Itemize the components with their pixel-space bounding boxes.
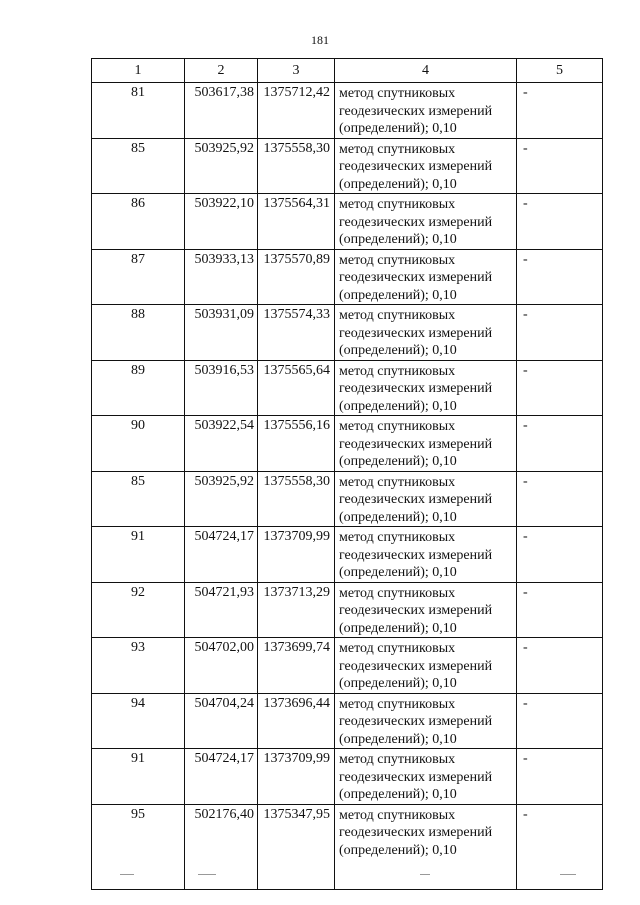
point-number-cell: 94 [92,693,185,749]
table-row [92,471,603,527]
table-header-row [92,59,603,83]
method-line: (определений); 0,10 [339,232,457,247]
header-col-1: 1 [92,59,185,83]
method-line: геодезических измерений [339,325,493,341]
method-line: метод спутниковых [339,308,456,323]
method-line: геодезических измерений [339,603,493,618]
method-line: (определений); 0,10 [339,676,457,691]
note-cell: - [517,471,603,527]
method-cell [335,527,517,583]
x-coordinate-cell: 504721,93 [185,582,258,638]
x-coordinate-cell: 503925,92 [185,138,258,194]
x-coordinate-cell: 504724,17 [185,749,258,805]
method-line: геодезических измерений [339,492,493,507]
method-line: метод спутниковых [339,752,456,767]
method-cell [335,638,517,694]
table-row [92,693,603,749]
method-line: геодезических измерений [339,214,493,230]
method-line: (определений); 0,10 [339,454,457,469]
method-line: (определений); 0,10 [339,620,457,636]
method-line: метод спутниковых [339,252,456,268]
note-cell: - [517,138,603,194]
method-line: (определений); 0,10 [339,176,457,192]
note-cell: - [517,638,603,694]
note-cell: - [517,416,603,472]
point-number-cell: 92 [92,582,185,638]
table-body [92,83,603,890]
method-cell [335,749,517,805]
method-line: метод спутниковых [339,363,456,379]
method-line: геодезических измерений [339,714,493,729]
x-coordinate-cell: 503931,09 [185,305,258,361]
x-coordinate-cell: 503933,13 [185,249,258,305]
method-line: геодезических измерений [339,769,493,785]
method-line: метод спутниковых [339,86,456,101]
y-coordinate-cell: 1373699,74 [258,638,335,694]
note-cell: - [517,305,603,361]
point-number-cell: 90 [92,416,185,472]
method-line: геодезических измерений [339,658,493,674]
header-col-3: 3 [258,59,335,83]
note-cell: - [517,360,603,416]
point-number-cell: 85 [92,471,185,527]
y-coordinate-cell: 1375565,64 [258,360,335,416]
note-cell: - [517,249,603,305]
point-number-cell: 85 [92,138,185,194]
scan-artifacts [0,874,640,880]
x-coordinate-cell: 503617,38 [185,83,258,139]
page-number: 181 [311,33,329,47]
method-cell [335,360,517,416]
method-cell [335,305,517,361]
method-line: геодезических измерений [339,436,493,452]
y-coordinate-cell: 1375556,16 [258,416,335,472]
note-cell: - [517,194,603,250]
x-coordinate-cell: 503925,92 [185,471,258,527]
header-col-4: 4 [335,59,517,83]
method-line: метод спутниковых [339,585,456,601]
method-line: (определений); 0,10 [339,842,457,858]
method-line: метод спутниковых [339,141,456,157]
table-row [92,194,603,250]
table-row [92,749,603,805]
point-number-cell: 89 [92,360,185,416]
table-row [92,416,603,472]
x-coordinate-cell: 504724,17 [185,527,258,583]
x-coordinate-cell: 503922,10 [185,194,258,250]
note-cell: - [517,582,603,638]
x-coordinate-cell: 503922,54 [185,416,258,472]
method-cell [335,83,517,139]
y-coordinate-cell: 1373709,99 [258,749,335,805]
method-cell [335,194,517,250]
table-row [92,138,603,194]
table-row [92,249,603,305]
method-cell [335,471,517,527]
method-line: геодезических измерений [339,547,493,563]
header-col-2: 2 [185,59,258,83]
y-coordinate-cell: 1375558,30 [258,471,335,527]
x-coordinate-cell: 503916,53 [185,360,258,416]
coordinates-table [91,58,603,890]
x-coordinate-cell: 504702,00 [185,638,258,694]
y-coordinate-cell: 1375558,30 [258,138,335,194]
method-line: (определений); 0,10 [339,121,457,136]
header-col-5: 5 [517,59,603,83]
method-cell [335,693,517,749]
y-coordinate-cell: 1373696,44 [258,693,335,749]
table-row [92,582,603,638]
method-line: (определений); 0,10 [339,731,457,747]
table-row [92,527,603,583]
method-cell [335,138,517,194]
y-coordinate-cell: 1373713,29 [258,582,335,638]
point-number-cell: 93 [92,638,185,694]
table-row [92,83,603,139]
method-line: метод спутниковых [339,474,456,490]
y-coordinate-cell: 1375564,31 [258,194,335,250]
y-coordinate-cell: 1373709,99 [258,527,335,583]
method-line: метод спутниковых [339,696,456,712]
method-line: метод спутниковых [339,641,456,656]
point-number-cell: 91 [92,749,185,805]
method-line: геодезических измерений [339,159,493,174]
method-cell [335,416,517,472]
note-cell: - [517,804,603,889]
point-number-cell: 91 [92,527,185,583]
method-line: (определений); 0,10 [339,787,457,802]
method-line: геодезических измерений [339,270,493,285]
y-coordinate-cell: 1375570,89 [258,249,335,305]
method-cell [335,582,517,638]
table-row [92,638,603,694]
method-line: (определений); 0,10 [339,343,457,358]
method-line: метод спутниковых [339,197,456,212]
point-number-cell: 86 [92,194,185,250]
x-coordinate-cell: 502176,40 [185,804,258,889]
note-cell: - [517,749,603,805]
point-number-cell: 88 [92,305,185,361]
method-line: (определений); 0,10 [339,509,457,525]
method-line: метод спутниковых [339,530,456,545]
note-cell: - [517,83,603,139]
y-coordinate-cell: 1375347,95 [258,804,335,889]
point-number-cell: 95 [92,804,185,889]
method-line: геодезических измерений [339,381,493,396]
method-line: геодезических измерений [339,103,493,119]
note-cell: - [517,527,603,583]
table-row [92,305,603,361]
method-line: геодезических измерений [339,825,493,840]
method-line: метод спутниковых [339,807,456,823]
method-line: (определений); 0,10 [339,565,457,580]
method-cell [335,249,517,305]
method-line: (определений); 0,10 [339,287,457,303]
table-row [92,360,603,416]
y-coordinate-cell: 1375574,33 [258,305,335,361]
note-cell: - [517,693,603,749]
method-line: метод спутниковых [339,419,456,434]
y-coordinate-cell: 1375712,42 [258,83,335,139]
method-line: (определений); 0,10 [339,398,457,414]
point-number-cell: 81 [92,83,185,139]
x-coordinate-cell: 504704,24 [185,693,258,749]
point-number-cell: 87 [92,249,185,305]
